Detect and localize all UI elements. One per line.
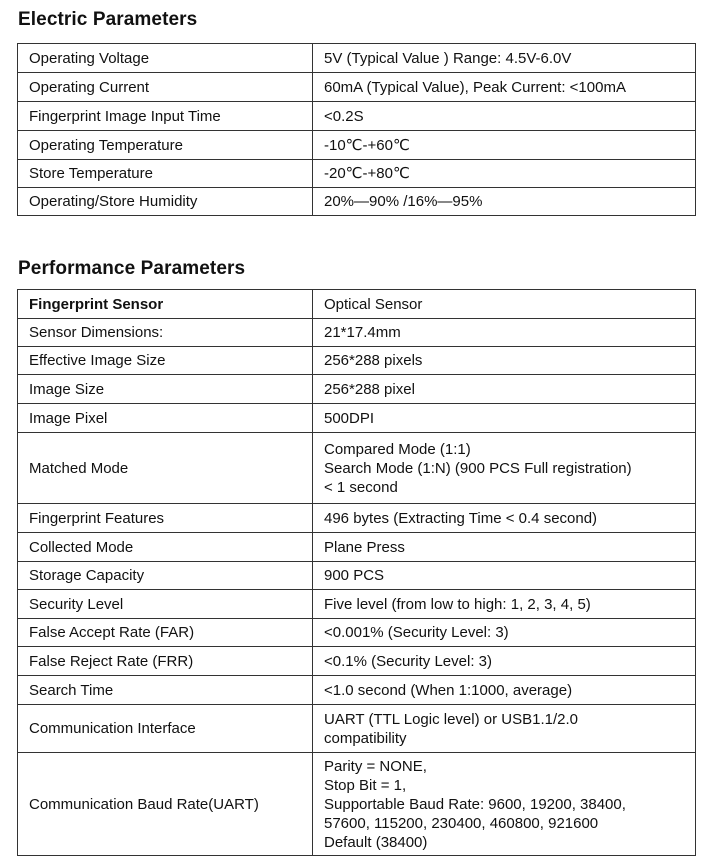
parameter-value-line: Default (38400): [324, 833, 428, 851]
parameter-value-line: <0.1% (Security Level: 3): [324, 652, 492, 670]
electric-parameters-table: [17, 43, 696, 216]
parameter-name: Image Pixel: [18, 404, 313, 433]
parameter-name: Store Temperature: [18, 160, 313, 188]
table-row: [18, 375, 696, 404]
parameter-value-line: <1.0 second (When 1:1000, average): [324, 681, 573, 699]
parameter-value-line: Stop Bit = 1,: [324, 776, 407, 794]
parameter-name: Search Time: [18, 676, 313, 705]
table-row: [18, 102, 696, 131]
parameter-name: Operating Current: [18, 73, 313, 102]
parameter-value: [313, 676, 696, 705]
table-row: [18, 647, 696, 676]
parameter-name: Sensor Dimensions:: [18, 319, 313, 347]
parameter-name: Fingerprint Features: [18, 504, 313, 533]
parameter-value: [313, 73, 696, 102]
parameter-name: Storage Capacity: [18, 562, 313, 590]
parameter-name: False Reject Rate (FRR): [18, 647, 313, 676]
parameter-value: [313, 590, 696, 619]
parameter-name: Operating Temperature: [18, 131, 313, 160]
table-row: [18, 433, 696, 504]
parameter-value-line: 256*288 pixel: [324, 380, 415, 398]
parameter-value-line: Five level (from low to high: 1, 2, 3, 4, 5): [324, 595, 591, 613]
parameter-value-line: Supportable Baud Rate: 9600, 19200, 38400,: [324, 795, 626, 813]
parameter-value: [313, 647, 696, 676]
parameter-name: Fingerprint Image Input Time: [18, 102, 313, 131]
table-row: [18, 705, 696, 753]
parameter-value: [313, 290, 696, 319]
parameter-name: Operating/Store Humidity: [18, 188, 313, 216]
parameter-value: [313, 160, 696, 188]
parameter-value: [313, 44, 696, 73]
parameter-value-line: UART (TTL Logic level) or USB1.1/2.0: [324, 710, 578, 728]
parameter-value: [313, 131, 696, 160]
table-row: [18, 347, 696, 375]
parameter-value: [313, 188, 696, 216]
table-row: [18, 753, 696, 856]
parameter-value-line: Compared Mode (1:1): [324, 440, 471, 458]
performance-parameters-table: [17, 289, 696, 856]
parameter-value-line: 256*288 pixels: [324, 352, 423, 369]
parameter-value-line: 5V (Typical Value ) Range: 4.5V-6.0V: [324, 49, 572, 67]
table-row: [18, 319, 696, 347]
table-row: [18, 676, 696, 705]
parameter-value: [313, 375, 696, 404]
parameter-value-line: <0.2S: [324, 107, 364, 125]
table-row: [18, 590, 696, 619]
parameter-value: [313, 705, 696, 753]
parameter-value: [313, 619, 696, 647]
parameter-value: [313, 319, 696, 347]
parameter-value-line: Parity = NONE,: [324, 757, 427, 775]
parameter-value-line: <0.001% (Security Level: 3): [324, 624, 509, 641]
parameter-name: Security Level: [18, 590, 313, 619]
parameter-value-line: 57600, 115200, 230400, 460800, 921600: [324, 814, 599, 832]
parameter-value-line: 500DPI: [324, 409, 375, 427]
parameter-value: [313, 102, 696, 131]
parameter-name: Image Size: [18, 375, 313, 404]
parameter-name: Collected Mode: [18, 533, 313, 562]
parameter-name: Matched Mode: [18, 433, 313, 504]
parameter-name: Communication Interface: [18, 705, 313, 753]
parameter-name: Fingerprint Sensor: [18, 290, 313, 319]
parameter-value-line: -10℃-+60℃: [324, 136, 410, 154]
table-row: [18, 504, 696, 533]
performance-parameters-title: Performance Parameters: [18, 258, 246, 279]
table-row: [18, 290, 696, 319]
parameter-value-line: Search Mode (1:N) (900 PCS Full registration): [324, 459, 632, 477]
parameter-value-line: < 1 second: [324, 478, 398, 496]
parameter-name: Effective Image Size: [18, 347, 313, 375]
parameter-name: False Accept Rate (FAR): [18, 619, 313, 647]
table-row: [18, 188, 696, 216]
parameter-value-line: 60mA (Typical Value), Peak Current: <100mA: [324, 78, 626, 96]
parameter-value: [313, 504, 696, 533]
parameter-value-line: compatibility: [324, 729, 407, 747]
parameter-value-line: 20%—90% /16%—95%: [324, 193, 483, 210]
table-row: [18, 533, 696, 562]
parameter-value-line: Plane Press: [324, 538, 405, 556]
parameter-value: [313, 404, 696, 433]
table-row: [18, 160, 696, 188]
parameter-value: [313, 753, 696, 856]
electric-parameters-title: Electric Parameters: [18, 9, 198, 30]
parameter-name: Operating Voltage: [18, 44, 313, 73]
parameter-value: [313, 433, 696, 504]
electric-parameters-body: [18, 44, 696, 216]
table-row: [18, 73, 696, 102]
parameter-name: Communication Baud Rate(UART): [18, 753, 313, 856]
parameter-value: [313, 347, 696, 375]
table-row: [18, 619, 696, 647]
performance-parameters-body: [18, 290, 696, 856]
parameter-value: [313, 533, 696, 562]
table-row: [18, 404, 696, 433]
parameter-value: [313, 562, 696, 590]
parameter-value-line: 900 PCS: [324, 567, 385, 584]
table-row: [18, 44, 696, 73]
parameter-value-line: 21*17.4mm: [324, 324, 401, 341]
table-row: [18, 562, 696, 590]
table-row: [18, 131, 696, 160]
parameter-value-line: -20℃-+80℃: [324, 165, 410, 182]
parameter-value-line: 496 bytes (Extracting Time < 0.4 second): [324, 509, 598, 527]
parameter-value-line: Optical Sensor: [324, 295, 423, 313]
